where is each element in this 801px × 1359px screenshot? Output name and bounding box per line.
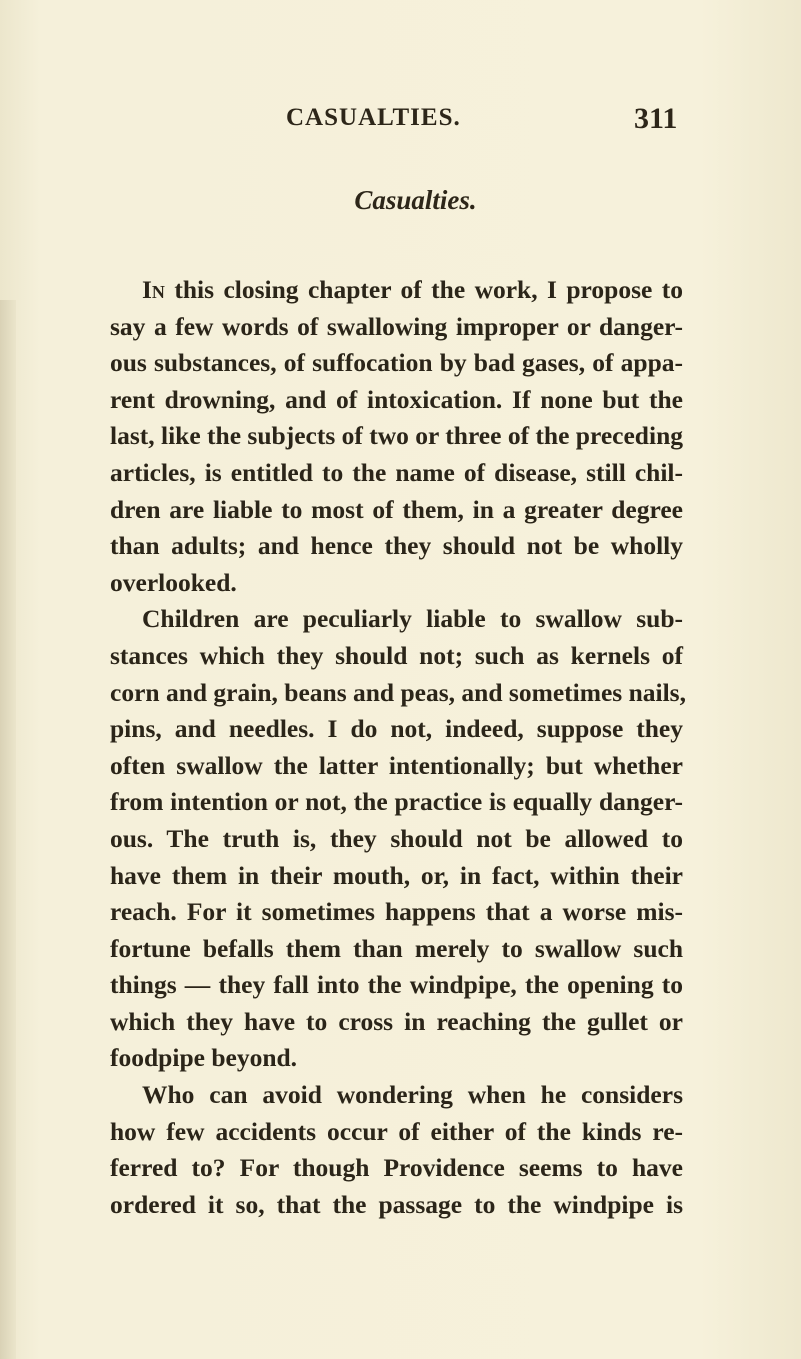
text-line: last, like the subjects of two or three of the preceding <box>110 421 683 451</box>
text-line: stances which they should not; such as kernels of <box>110 640 683 670</box>
text-line: often swallow the latter intentionally; but whether <box>110 750 683 780</box>
text-line: than adults; and hence they should not be wholly <box>110 531 683 561</box>
text-line: ous. The truth is, they should not be allowed to <box>110 823 683 853</box>
text-line: from intention or not, the practice is equally danger- <box>110 787 683 817</box>
text-line: which they have to cross in reaching the gullet or <box>110 1006 683 1036</box>
text-line: articles, is entitled to the name of disease, still chil- <box>110 457 683 487</box>
text-line: dren are liable to most of them, in a greater degree <box>110 494 683 524</box>
text-line: pins, and needles. I do not, indeed, suppose they <box>110 714 683 744</box>
text-line: corn and grain, beans and peas, and sometimes nails, <box>110 677 686 707</box>
text-line: Who can avoid wondering when he considers <box>142 1080 683 1110</box>
text-line: say a few words of swallowing improper or danger- <box>110 311 683 341</box>
running-title: CASUALTIES. <box>286 104 461 131</box>
text-line: foodpipe beyond. <box>110 1043 298 1073</box>
body-text <box>110 272 686 1223</box>
text-line: how few accidents occur of either of the kinds re- <box>110 1116 683 1146</box>
text-line: ordered it so, that the passage to the windpipe is <box>110 1189 683 1219</box>
text-line: things — they fall into the windpipe, the opening to <box>110 970 683 1000</box>
text-line: overlooked. <box>110 567 237 597</box>
text-line-content: this closing chapter of the work, I propose to <box>174 275 683 304</box>
running-head <box>0 104 801 140</box>
page-number: 311 <box>634 102 678 135</box>
text-line: fortune befalls them than merely to swallow such <box>110 933 683 963</box>
text-line: Children are peculiarly liable to swallow sub- <box>142 604 683 634</box>
text-line: reach. For it sometimes happens that a worse mis- <box>110 897 683 927</box>
text-line: ous substances, of suffocation by bad gases, of appa- <box>110 348 683 378</box>
text-line: have them in their mouth, or, in fact, within their <box>110 860 683 890</box>
page-gutter-shadow <box>0 300 16 1359</box>
text-line: rent drowning, and of intoxication. If none but the <box>110 384 683 414</box>
text-line <box>110 272 683 309</box>
text-line: ferred to? For though Providence seems to have <box>110 1153 683 1183</box>
drop-word: In <box>142 275 165 304</box>
chapter-title: Casualties. <box>354 185 477 215</box>
